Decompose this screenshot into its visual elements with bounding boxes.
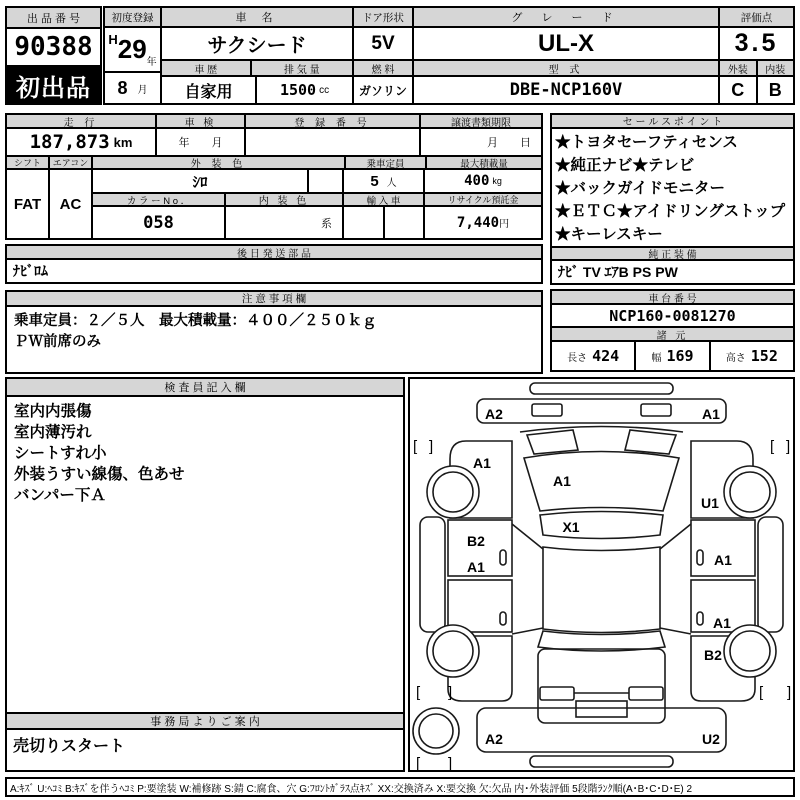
wheels — [413, 466, 776, 754]
sales-points-header: セ ー ル ス ポ イ ン ト — [552, 115, 793, 129]
width-cell — [636, 342, 710, 370]
bracket-top-left-open: [ — [413, 438, 418, 455]
rear-window — [538, 631, 665, 651]
exterior-color-header: 外 装 色 — [93, 157, 346, 168]
a-pillar-left — [512, 524, 543, 549]
damage-label-rear-bumper-left: A2 — [485, 731, 503, 747]
office-notice-header: 事 務 局 よ り ご 案 内 — [7, 712, 403, 730]
aircon-column — [50, 157, 93, 238]
spec-table — [5, 113, 543, 240]
shift-header: シフト — [7, 157, 48, 170]
car-name-header: 車 名 — [162, 8, 352, 28]
bracket-top-right-open: [ — [770, 438, 775, 455]
score-column — [720, 8, 793, 103]
sales-points-box — [550, 113, 795, 285]
inspector-header: 検 査 員 記 入 欄 — [7, 379, 403, 397]
spare-tire — [413, 708, 459, 754]
month-value: 8 — [117, 77, 128, 98]
bracket-mid-right-open: [ — [759, 684, 764, 701]
shaken-value: 年 月 — [178, 137, 223, 149]
office-notice-value: 売切りスタート — [13, 738, 126, 755]
wheel-front-right — [724, 466, 776, 518]
history-displacement-values — [162, 77, 352, 103]
inspector-line: シートすれ小 — [14, 445, 107, 462]
dimensions-header: 諸 元 — [552, 328, 793, 342]
max-load-unit: kg — [492, 176, 502, 186]
rear-bumper — [477, 708, 726, 752]
taillight-right — [629, 687, 663, 700]
rocker-panel-left — [420, 517, 445, 632]
footer-legend: A:ｷｽﾞ U:ﾍｺﾐ B:ｷｽﾞを伴うﾍｺﾐ P:要塗装 W:補修跡 S:錆 C:腐食、穴 G:ﾌﾛﾝﾄｶﾞﾗｽ点ｷｽﾞ XX:交換済み X:要交換 欠:欠品 内･外装評価 5段階ﾗﾝｸ順(A･B･C･D･E) 2 — [10, 783, 693, 795]
mileage-number: 187,873 — [29, 131, 110, 153]
damage-label-windshield: X1 — [562, 519, 580, 535]
transfer-deadline-column — [421, 115, 541, 155]
interior-color-value: 系 — [226, 207, 344, 238]
damage-label-front-door-right: A1 — [714, 552, 732, 568]
later-parts-value: ﾅﾋﾞﾛﾑ — [13, 263, 48, 279]
taillight-left — [540, 687, 574, 700]
sales-point-line: ★純正ナビ★テレビ — [555, 156, 695, 174]
front-bumper-detail-left — [532, 404, 562, 416]
model-code-value: DBE-NCP160V — [509, 80, 623, 100]
max-load-number: 400 — [464, 173, 490, 189]
capacity-unit: 人 — [386, 177, 397, 189]
fuel-value: ガソリン — [358, 83, 407, 98]
registration-year — [105, 28, 160, 73]
later-parts-header: 後 日 発 送 部 品 — [7, 246, 541, 260]
month-unit: 月 — [137, 84, 148, 96]
bracket-bottom-left-open: [ — [416, 755, 421, 770]
headlight-right — [625, 430, 676, 454]
height-value: 152 — [750, 347, 778, 365]
shaken-column — [157, 115, 246, 155]
length-cell — [552, 342, 636, 370]
mileage-value — [7, 129, 155, 155]
import-cell-1 — [344, 207, 385, 238]
displacement-value — [257, 77, 352, 103]
oem-equipment-header: 純 正 装 備 — [552, 246, 793, 262]
lot-number: 90388 — [7, 29, 100, 67]
color-load-block — [93, 157, 541, 238]
roof — [543, 547, 660, 633]
height-cell — [711, 342, 793, 370]
color-capacity-values — [93, 170, 541, 194]
damage-label-front-bumper-right: A1 — [702, 406, 720, 422]
c-pillar-right — [660, 628, 691, 634]
caution-line: ＰＷ前席のみ — [14, 334, 101, 350]
rear-valance-strip — [530, 756, 673, 767]
capacity-value — [344, 170, 425, 192]
car-name-value: サクシード — [162, 28, 352, 61]
inspector-line: バンパー下Ａ — [14, 487, 106, 504]
length-label: 長さ — [567, 352, 588, 364]
a-pillar-right — [660, 524, 691, 549]
door-shape-header: ドア形状 — [354, 8, 412, 28]
max-load-value — [425, 170, 541, 192]
import-cell-2 — [385, 207, 425, 238]
lot-header: 出 品 番 号 — [7, 8, 100, 29]
grade-value: UL-X — [414, 28, 718, 61]
damage-label-rear-quarter-right: B2 — [704, 647, 722, 663]
bracket-top-right-close: ] — [786, 438, 791, 455]
first-listing-badge: 初出品 — [7, 67, 100, 103]
door-handle-front-left — [500, 550, 506, 565]
colorno-interior-headers — [93, 194, 541, 207]
mileage-header: 走 行 — [7, 115, 155, 129]
exterior-color-value: ｼﾛ — [93, 170, 309, 192]
cautions-header: 注 意 事 項 欄 — [7, 292, 541, 307]
sales-point-line: ★トヨタセーフティセンス — [555, 133, 738, 151]
score-value: 3.5 — [720, 28, 793, 61]
oem-equipment-value: ﾅﾋﾞ TV ｴｱB PS PW — [558, 264, 678, 281]
front-valance-strip — [530, 383, 673, 394]
damage-label-rear-bumper-right: U2 — [702, 731, 720, 747]
damage-label-hood: A1 — [553, 473, 571, 489]
diagram-box — [408, 377, 795, 772]
grade-column — [414, 8, 720, 103]
sales-points-body — [552, 129, 793, 246]
damage-label-rear-door-right: A1 — [713, 615, 731, 631]
chassis-box — [550, 289, 795, 372]
footer-legend-box — [5, 777, 795, 797]
license-plate-area — [576, 701, 627, 717]
car-outline — [413, 383, 783, 767]
exterior-grade-value: C — [720, 77, 758, 103]
damage-label-front-bumper-left: A2 — [485, 406, 503, 422]
history-header: 車 歴 — [162, 61, 252, 75]
inspector-box — [5, 377, 405, 772]
sales-point-line: ★ＥＴＣ★アイドリングストップ — [555, 202, 786, 220]
c-pillar-left — [512, 628, 543, 634]
capacity-number: 5 — [370, 172, 379, 190]
chassis-value: NCP160-0081270 — [552, 305, 793, 328]
bracket-bottom-left-close: ] — [448, 755, 453, 770]
year-unit: 年 — [146, 57, 157, 68]
import-header: 輸 入 車 — [344, 194, 425, 205]
front-bumper — [477, 399, 726, 423]
registration-header: 初度登録 — [105, 8, 160, 28]
reg-number-value — [246, 129, 419, 155]
shift-column — [7, 157, 50, 238]
reg-number-column — [246, 115, 421, 155]
length-value: 424 — [592, 347, 620, 365]
front-bumper-detail-right — [641, 404, 671, 416]
max-load-header: 最大積載量 — [427, 157, 541, 168]
fuel-header: 燃 料 — [354, 61, 412, 77]
rear-hatch — [538, 649, 665, 723]
displacement-header: 排 気 量 — [252, 61, 352, 75]
inspector-line: 室内薄汚れ — [14, 424, 92, 441]
width-value: 169 — [666, 347, 694, 365]
cautions-box — [5, 290, 543, 374]
chassis-header: 車 台 番 号 — [552, 291, 793, 305]
bracket-mid-left-close: ] — [448, 684, 453, 701]
car-name-column — [162, 8, 354, 103]
aircon-header: エアコン — [50, 157, 91, 170]
damage-label-front-door-left-1: B2 — [467, 533, 485, 549]
sales-point-line: ★キーレスキー — [555, 225, 663, 243]
interior-color-header: 内 装 色 — [226, 194, 344, 205]
ext-int-values — [720, 77, 793, 103]
width-label: 幅 — [651, 352, 662, 364]
color-no-header: カ ラ ー N o ． — [93, 194, 226, 205]
door-handle-rear-left — [500, 612, 506, 625]
displacement-unit: cc — [319, 84, 330, 96]
sales-point-line: ★バックガイドモニター — [555, 179, 726, 197]
capacity-header: 乗車定員 — [346, 157, 427, 168]
displacement-number: 1500 — [279, 81, 317, 99]
recycle-fee-value — [425, 207, 541, 238]
color-capacity-headers — [93, 157, 541, 170]
model-code-header: 型 式 — [414, 61, 718, 77]
recycle-fee-number: 7,440 — [456, 214, 500, 231]
dimensions-row — [552, 342, 793, 370]
colorno-interior-values — [93, 207, 541, 238]
shaken-header: 車 検 — [157, 115, 244, 129]
damage-label-front-fender-right: U1 — [701, 495, 719, 511]
inspector-body — [7, 397, 403, 712]
history-value: 自家用 — [162, 77, 257, 103]
rocker-panel-right — [758, 517, 783, 632]
ext-int-headers — [720, 61, 793, 77]
damage-label-front-fender-left: A1 — [473, 455, 491, 471]
interior-grade-header: 内装 — [758, 61, 794, 75]
shift-value: FAT — [13, 195, 42, 213]
transfer-deadline-header: 譲渡書類期限 — [421, 115, 541, 129]
inspector-line: 室内内張傷 — [14, 403, 92, 420]
exterior-color-sub-cell — [309, 170, 344, 192]
registration-column — [105, 8, 162, 103]
bracket-mid-left-open: [ — [416, 684, 421, 701]
height-label: 高さ — [725, 352, 746, 364]
bracket-top-left-close: ] — [429, 438, 434, 455]
reg-number-header: 登 録 番 号 — [246, 115, 419, 129]
mileage-row — [7, 115, 541, 157]
era-year: 29 — [117, 34, 147, 64]
headlight-left — [527, 430, 578, 454]
recycle-fee-header: リサイクル預託金 — [425, 194, 541, 205]
wheel-front-left — [427, 466, 479, 518]
color-no-value: 058 — [93, 207, 226, 238]
vehicle-header-table — [103, 6, 795, 105]
exterior-grade-header: 外装 — [720, 61, 758, 75]
door-shape-column — [354, 8, 414, 103]
aircon-value: AC — [59, 195, 82, 213]
cautions-body — [7, 307, 541, 372]
recycle-fee-unit: 円 — [499, 219, 510, 230]
windshield — [540, 512, 663, 539]
score-header: 評価点 — [720, 8, 793, 28]
bracket-mid-right-close: ] — [787, 684, 792, 701]
door-handle-front-right — [697, 550, 703, 565]
lot-box — [5, 6, 102, 105]
later-parts-box — [5, 244, 543, 284]
transfer-deadline-value: 月 日 — [487, 137, 531, 149]
inspector-line: 外装うすい線傷、色あせ — [14, 466, 185, 483]
era-letter: H — [108, 32, 118, 47]
damage-label-front-door-left-2: A1 — [467, 559, 485, 575]
wheel-rear-right — [724, 625, 776, 677]
door-shape-value: 5V — [354, 28, 412, 61]
caution-line: 乗車定員：２／５人 最大積載量：４００／２５０ｋｇ — [14, 313, 377, 329]
hood — [524, 452, 679, 512]
grille-line — [520, 427, 683, 433]
wheel-rear-left — [427, 625, 479, 677]
spec-lower-row — [7, 157, 541, 238]
registration-month — [105, 73, 160, 103]
interior-grade-value: B — [768, 79, 782, 100]
grade-header: グ レ ー ド — [414, 8, 718, 28]
door-handle-rear-right — [697, 612, 703, 625]
mileage-unit: km — [113, 134, 133, 150]
history-displacement-headers — [162, 61, 352, 77]
vehicle-diagram — [410, 379, 793, 770]
mileage-column — [7, 115, 157, 155]
